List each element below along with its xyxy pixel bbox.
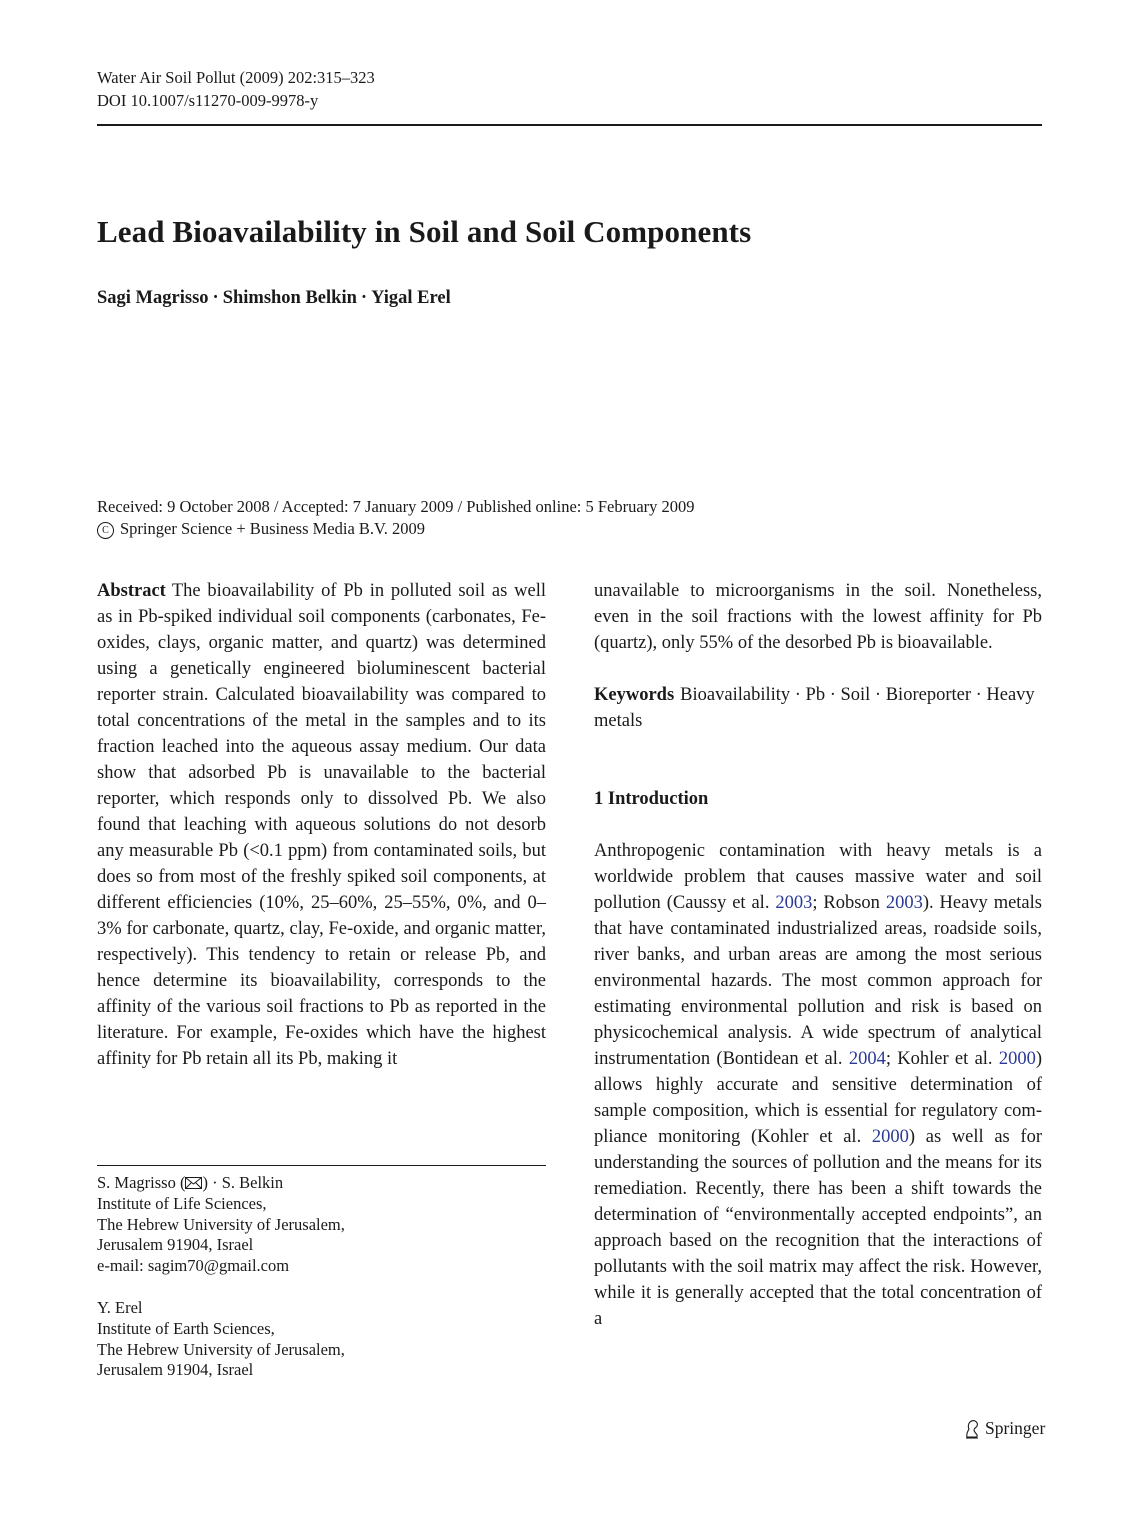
affiliation-line: The Hebrew University of Jerusalem, [97,1339,345,1359]
citation-link[interactable]: 2004 [848,1049,886,1069]
intro-text: ; Kohler et al. [885,1049,999,1069]
header-rule [97,124,1042,126]
running-header [97,66,375,112]
affiliation-line: Jerusalem 91904, Israel [97,1360,254,1380]
intro-text: ) as well as for understanding the sources of pollution and the means for its remediation. Recently, there has been a shift towards the determination of “environmentally accepted endpoints”, an approach based on the recognition that the interactions of pollutants with the soil matrix may affect the risk. However, while it is generally accepted that the total concentration of a [594,1127,1043,1329]
envelope-icon[interactable] [185,1177,202,1189]
citation-link[interactable]: 2000 [998,1049,1036,1069]
intro-text: ). Heavy metals that have contaminated industrialized areas, roadside soils, river banks, and urban areas are among the most serious environmental hazards. The most common approach for estimating environmental pollution and risk is based on physicochemical analysis. A wide spectrum of analytical instrumentation (Bontidean et al. [594,893,1042,1069]
publisher-logo [963,1418,1045,1439]
keywords-list: Bioavailability · Pb · Soil · Bioreporter · Heavy metals [594,685,1035,731]
abstract [97,578,546,1072]
intro-text: ; Robson [812,893,886,913]
abstract-text: The bioavailability of Pb in polluted soil as well as in Pb-spiked individual soil components (carbonates, Fe-oxides, clays, organic matter, and quartz) was determined using a genetically engineered bioluminescent bacterial reporter strain. Calculated bioavailability was compared to total concentrations of the metal in the samples and to its fraction leached into the aqueous assay medium. Our data show that adsorbed Pb is unavailable to the bacterial reporter, which responds only to dissolved Pb. We also found that leaching with aqueous solutions do not desorb any measurable Pb (<0.1 ppm) from contaminated soils, but does so from most of the freshly spiked soil components, at different efficiencies (10%, 25–60%, 25–55%, 0%, and 0–3% for carbonate, quartz, clay, Fe-oxide, and organic matter, respectively). This tendency to retain or release Pb, and hence determine its bioavailability, corresponds to the affinity of the various soil fractions to Pb as reported in the literature. For example, Fe-oxides which have the highest affinity for Pb retain all its Pb, making it [97,581,546,1069]
citation-link[interactable]: 2003 [885,893,923,913]
copyright-icon: C [97,522,114,539]
footnote-rule [97,1165,546,1166]
intro-text: ) allows highly accurate and sensitive determination of sample composition, which is essential for regulatory compliance monitoring (Kohler et al. [594,1049,1043,1147]
author-name: Sagi Magrisso [97,288,209,308]
affiliation-text: ) · S. Belkin [202,1173,284,1192]
abstract-heading: Abstract [97,581,166,601]
author-separator: · [360,288,368,308]
author-email[interactable]: e-mail: sagim70@gmail.com [97,1256,290,1276]
affiliation-line: Jerusalem 91904, Israel [97,1235,254,1255]
intro-text: Anthropogenic contamination with heavy metals is a worldwide problem that causes massive water and soil pollution (Caussy et al. [594,841,1042,913]
author-list [97,288,451,309]
affiliation-block [97,1298,345,1381]
springer-horse-icon [963,1419,981,1439]
keywords-heading: Keywords [594,685,675,705]
affiliation-line: Institute of Earth Sciences, [97,1318,275,1338]
author-separator: · [212,288,219,308]
affiliation-line: The Hebrew University of Jerusalem, [97,1214,345,1234]
citation-link[interactable]: 2003 [775,893,813,913]
publisher-name: Springer [985,1418,1046,1438]
affiliation-line: Y. Erel [97,1298,143,1317]
affiliation-text: S. Magrisso ( [97,1173,186,1192]
abstract-continued: unavailable to microorganisms in the soil. Nonetheless, even in the soil fractions with the lowest affinity for Pb (quartz), only 55% of the desorbed Pb is bioavailable. [594,581,1042,653]
article-title: Lead Bioavailability in Soil and Soil Components [97,214,752,249]
intro-paragraph [594,838,1042,1332]
affiliation-authors [97,1173,345,1194]
author-name: Yigal Erel [371,288,451,308]
date-history: Received: 9 October 2008 / Accepted: 7 January 2009 / Published online: 5 February 2009 [97,497,695,516]
copyright-line [97,518,695,540]
section-heading: 1 Introduction [594,789,709,809]
keywords [594,682,1042,734]
left-column [97,578,546,1072]
author-name: Shimshon Belkin [222,288,357,308]
journal-citation: Water Air Soil Pollut (2009) 202:315–323 [97,68,375,87]
copyright-text: Springer Science + Business Media B.V. 2009 [120,519,426,538]
affiliation-line: Institute of Life Sciences, [97,1193,267,1213]
affiliation-block [97,1173,345,1277]
right-column [594,578,1042,1332]
publication-history [97,496,695,540]
citation-link[interactable]: 2000 [871,1127,909,1147]
doi: DOI 10.1007/s11270-009-9978-y [97,91,319,110]
